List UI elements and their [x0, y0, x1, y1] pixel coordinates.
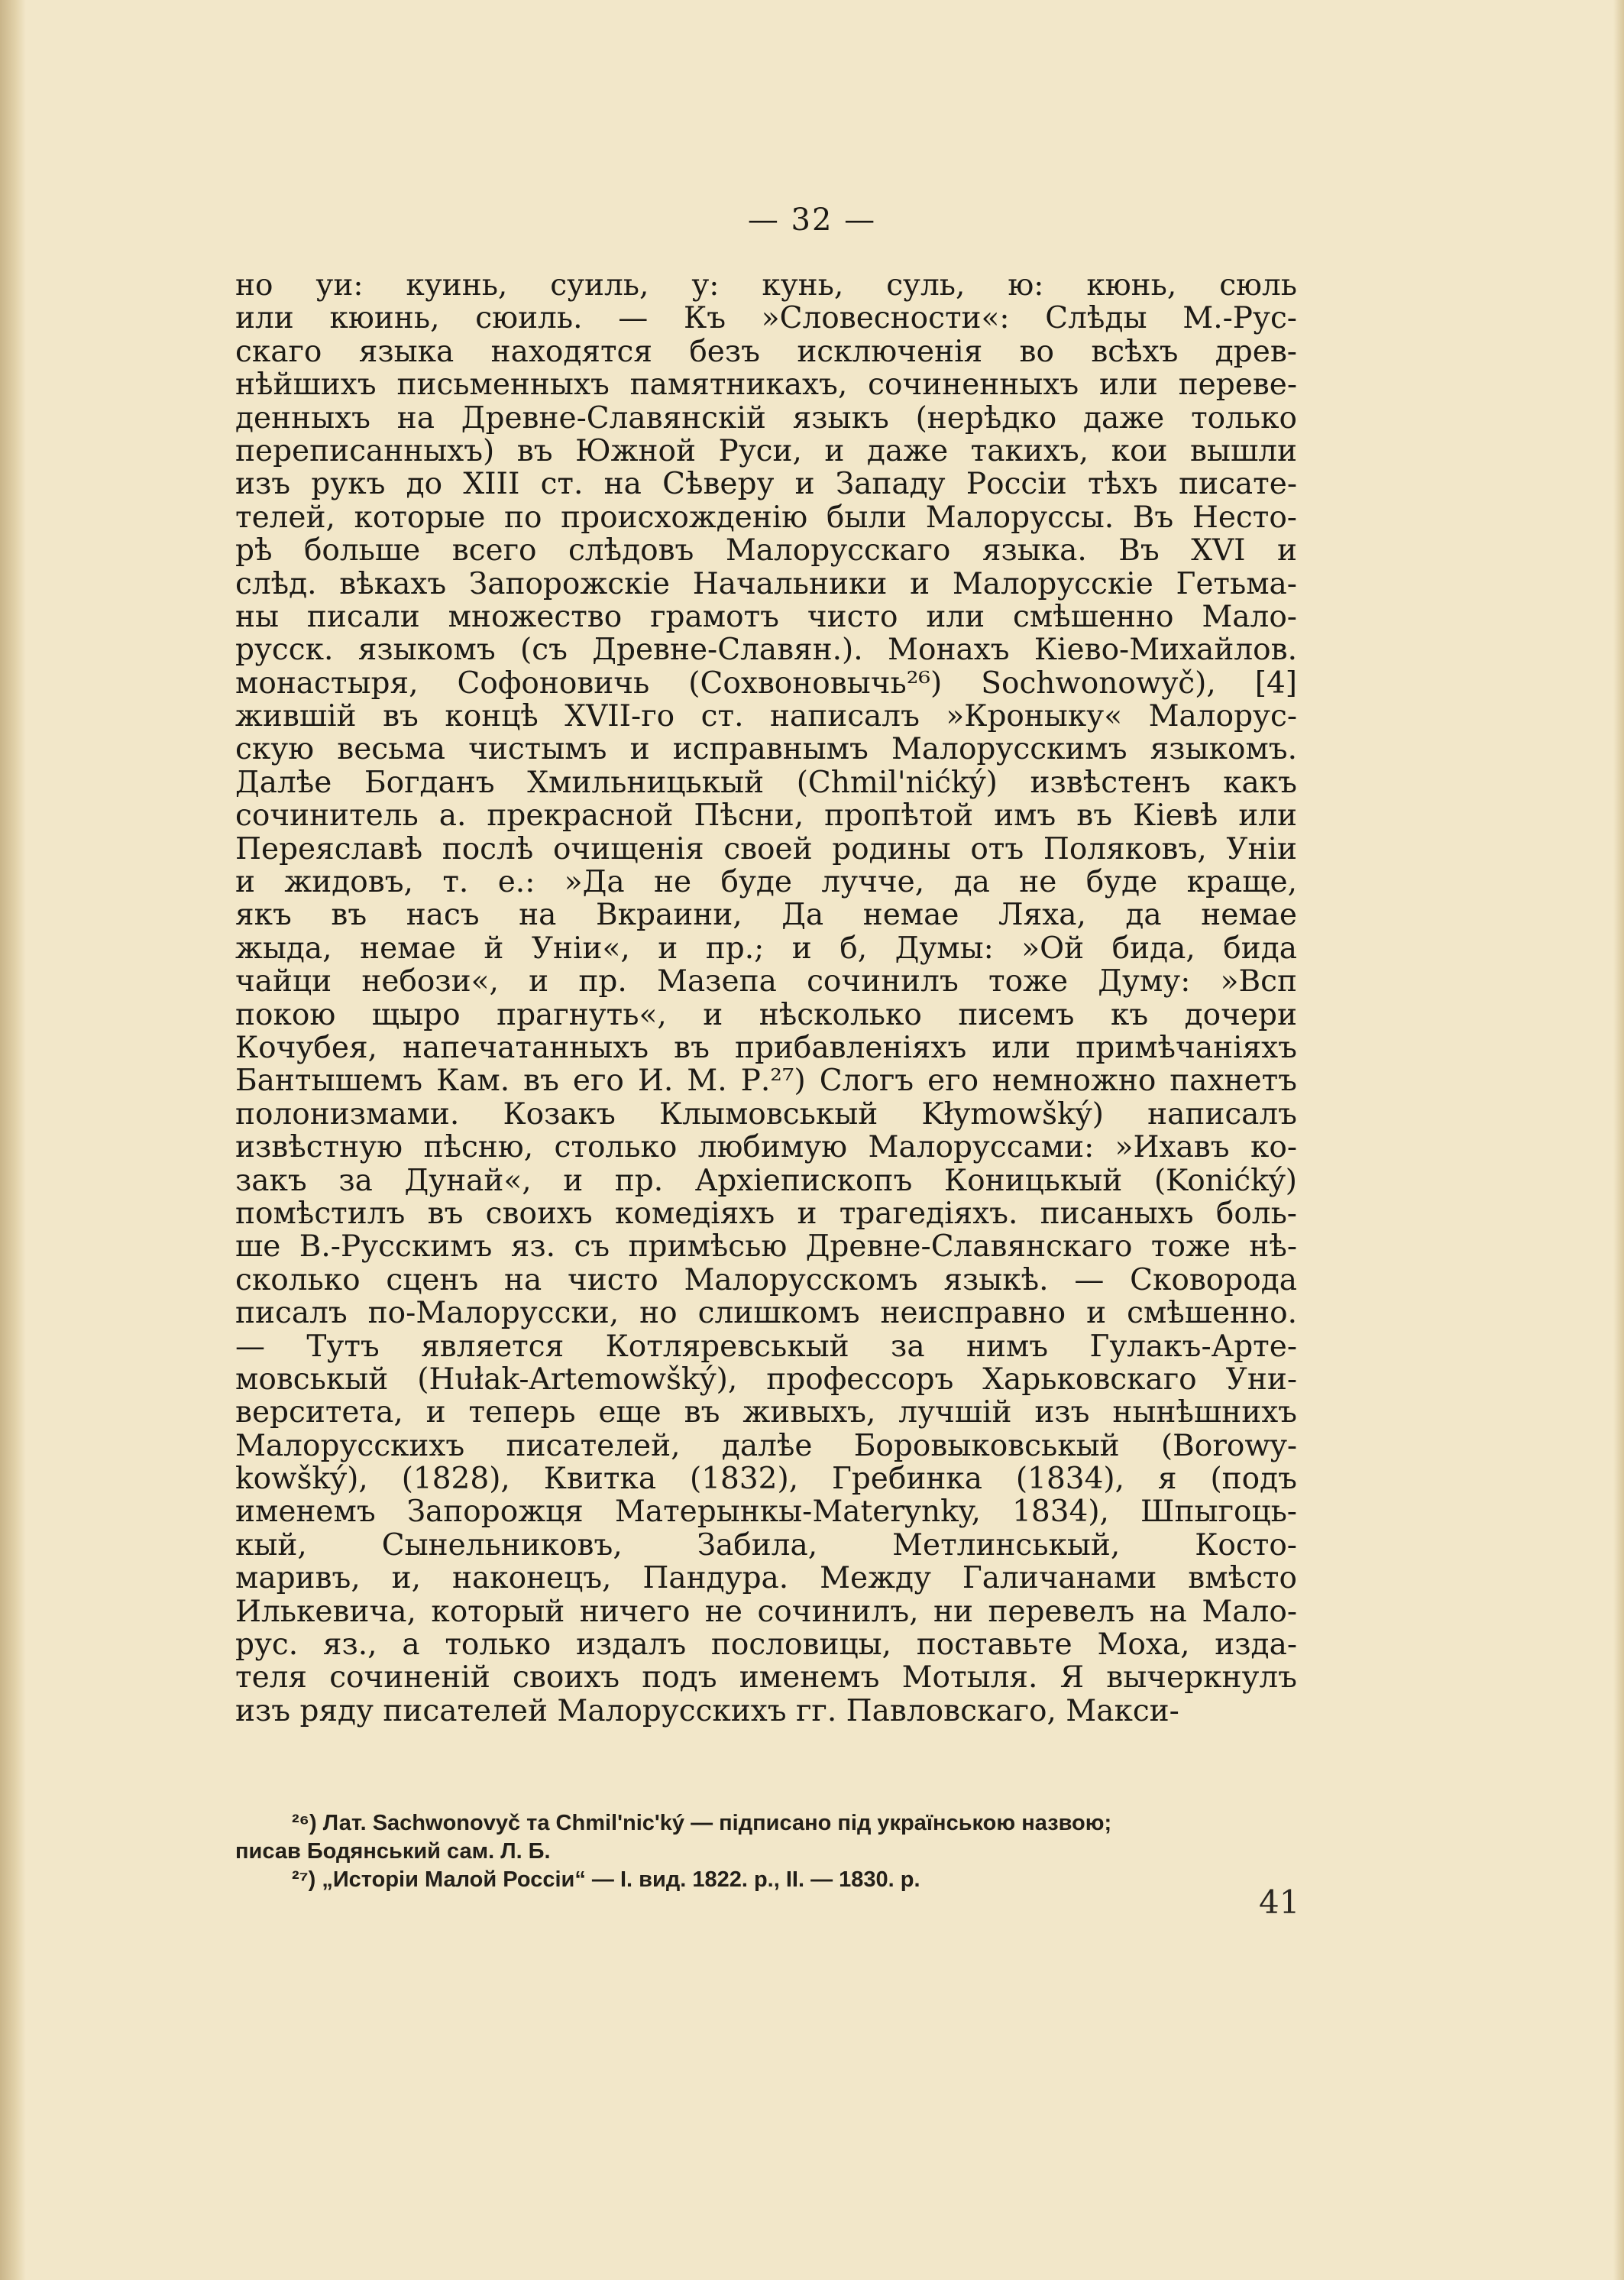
text-line: извѣстную пѣсню, столько любимую Малоруссами: »Ихавъ ко- — [235, 1130, 1297, 1165]
text-line: скаго языка находятся безъ исключенія во всѣхъ древ- — [235, 334, 1297, 369]
text-line: рѣ больше всего слѣдовъ Малорусскаго языка. Въ XVI и — [235, 533, 1297, 568]
text-line: изъ рукъ до XIII ст. на Сѣверу и Западу Россіи тѣхъ писате- — [235, 467, 1297, 502]
text-line: ны писали множество грамотъ чисто или смѣшенно Мало- — [235, 599, 1297, 634]
text-line: сколько сценъ на чисто Малорусскомъ языкѣ. — Сковорода — [235, 1262, 1297, 1297]
text-line: сочинитель а. прекрасной Пѣсни, пропѣтой имъ въ Кіевѣ или — [235, 798, 1297, 834]
text-line: жившій въ концѣ XVII-го ст. написалъ »Кроныку« Малорус- — [235, 699, 1297, 734]
footnotes — [235, 1809, 1297, 1894]
text-line: Переяславѣ послѣ очищенія своей родины отъ Поляковъ, Уніи — [235, 831, 1297, 866]
text-line: Малорусскихъ писателей, далѣе Боровыковськый (Borowy- — [235, 1428, 1297, 1463]
text-line: — Тутъ является Котляревськый за нимъ Гулакъ-Арте- — [235, 1329, 1297, 1364]
text-line: нѣйшихъ письменныхъ памятникахъ, сочиненныхъ или переве- — [235, 368, 1297, 403]
text-line: денныхъ на Древне-Славянскій языкъ (нерѣдко даже только — [235, 400, 1297, 436]
folio-number: 41 — [1259, 1883, 1300, 1921]
text-line: телей, которые по происхожденію были Малоруссы. Въ Несто- — [235, 500, 1297, 535]
text-line: Кочубея, напечатанныхъ въ прибавленіяхъ или примѣчаніяхъ — [235, 1030, 1297, 1065]
text-line: скую весьма чистымъ и исправнымъ Малорусскимъ языкомъ. — [235, 732, 1297, 767]
text-line: или кюинь, сюиль. — Къ »Словесности«: Слѣды М.-Рус- — [235, 301, 1297, 336]
text-line: рус. яз., а только издалъ пословицы, поставьте Моха, изда- — [235, 1627, 1297, 1663]
text-line: переписанныхъ) въ Южной Руси, и даже такихъ, кои вышли — [235, 433, 1297, 468]
text-line: именемъ Запорожця Матерынкы-Materynky, 1834), Шпыгоць- — [235, 1495, 1297, 1530]
text-line: и жидовъ, т. е.: »Да не буде лучче, да не буде краще, — [235, 865, 1297, 900]
text-line: покою щыро прагнуть«, и нѣсколько писемъ къ дочери — [235, 997, 1297, 1032]
page-number: — 32 — — [747, 202, 877, 238]
page-edge-right — [1613, 0, 1624, 2280]
text-line: монастыря, Софоновичь (Сохвоновычь²⁶) Sochwonowyč), [4] — [235, 666, 1297, 701]
text-line: якъ въ насъ на Вкраини, Да немае Ляха, да немае — [235, 898, 1297, 933]
text-line: но уи: куинь, суиль, у: кунь, суль, ю: кюнь, сюль — [235, 268, 1297, 303]
text-line: Илькевича, который ничего не сочинилъ, ни перевелъ на Мало- — [235, 1594, 1297, 1629]
text-line: чайци небози«, и пр. Мазепа сочинилъ тоже Думу: »Всп — [235, 964, 1297, 999]
text-line: теля сочиненій своихъ подъ именемъ Мотыля. Я вычеркнулъ — [235, 1660, 1297, 1695]
text-line: Далѣе Богданъ Хмильницькый (Chmil'nićký) извѣстенъ какъ — [235, 765, 1297, 800]
page-edge-left — [0, 0, 26, 2280]
text-line: русск. языкомъ (съ Древне-Славян.). Монахъ Кіево-Михайлов. — [235, 633, 1297, 668]
text-line: ше В.-Русскимъ яз. съ примѣсью Древне-Славянскаго тоже нѣ- — [235, 1229, 1297, 1265]
text-line: кый, Сынельниковъ, Забила, Метлинськый, Косто- — [235, 1527, 1297, 1563]
text-line: писалъ по-Малорусски, но слишкомъ неисправно и смѣшенно. — [235, 1296, 1297, 1331]
text-line: kowšký), (1828), Квитка (1832), Гребинка (1834), я (подъ — [235, 1462, 1297, 1497]
text-line: мовськый (Hułak-Artemowšký), профессоръ Харьковскаго Уни- — [235, 1362, 1297, 1397]
footnote-27: ²⁷) „Исторіи Малой Россіи“ — I. вид. 1822. р., II. — 1830. р. — [292, 1867, 920, 1892]
text-line: полонизмами. Козакъ Клымовськый Kłymowšký) написалъ — [235, 1096, 1297, 1132]
body-text — [235, 269, 1297, 1728]
text-line: верситета, и теперь еще въ живыхъ, лучшій изъ нынѣшнихъ — [235, 1395, 1297, 1430]
text-line: изъ ряду писателей Малорусскихъ гг. Павловскаго, Макси- — [235, 1693, 1179, 1728]
footnote-26-line-1: ²⁶) Лат. Sachwonovyč та Chmil'nic'ký — підписано під українською назвою; — [292, 1811, 1112, 1835]
text-line: закъ за Дунай«, и пр. Архіепископъ Коницькый (Konićký) — [235, 1163, 1297, 1198]
text-line: жыда, немае й Уніи«, и пр.; и б, Думы: »Ой бида, бида — [235, 931, 1297, 966]
footnote-26-line-2: писав Бодянський сам. Л. Б. — [235, 1839, 551, 1864]
text-line: слѣд. вѣкахъ Запорожскіе Начальники и Малорусскіе Гетьма- — [235, 566, 1297, 601]
text-line: Бантышемъ Кам. въ его И. М. Р.²⁷) Слогъ его немножно пахнетъ — [235, 1064, 1297, 1099]
text-line: помѣстилъ въ своихъ комедіяхъ и трагедіяхъ. писаныхъ боль- — [235, 1196, 1297, 1231]
text-line: маривъ, и, наконецъ, Пандура. Между Галичанами вмѣсто — [235, 1561, 1297, 1596]
